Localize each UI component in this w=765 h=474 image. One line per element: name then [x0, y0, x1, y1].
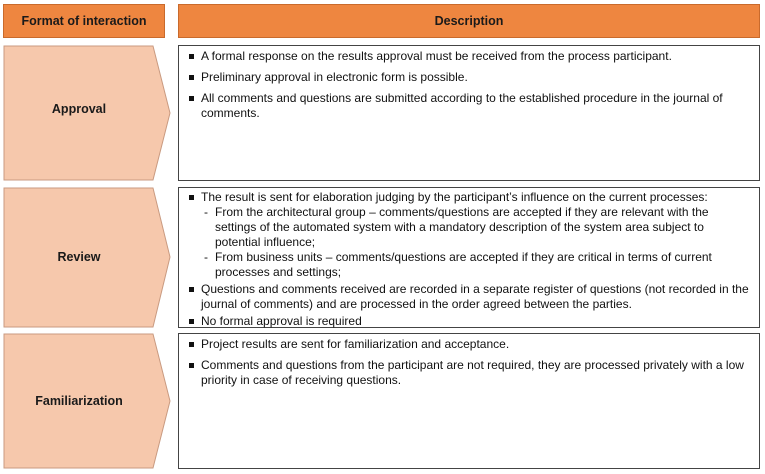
bullet-text: The result is sent for elaboration judging by the participant’s influence on the current processes: — [201, 190, 708, 204]
bullet-item — [187, 190, 751, 280]
bullet-item: All comments and questions are submitted according to the established procedure in the journal of comments. — [187, 91, 751, 121]
header-format-of-interaction: Format of interaction — [3, 4, 165, 38]
bullet-item: Project results are sent for familiarization and acceptance. — [187, 337, 751, 352]
bullet-item: Comments and questions from the participant are not required, they are processed privately with a low priority in case of receiving questions. — [187, 358, 751, 388]
bullet-item: Questions and comments received are recorded in a separate register of questions (not recorded in the journal of comments) and are processed in the order agreed between the parties. — [187, 282, 751, 312]
chevron-familiarization — [3, 333, 171, 469]
bullet-item: Preliminary approval in electronic form is possible. — [187, 70, 751, 85]
chevron-approval — [3, 45, 171, 181]
description-approval — [178, 45, 760, 181]
description-familiarization — [178, 333, 760, 469]
sub-item: - From business units – comments/questions are accepted if they are critical in terms of current processes and settings; — [201, 250, 751, 280]
chevron-review — [3, 187, 171, 328]
bullet-item: No formal approval is required — [187, 314, 751, 329]
row-label-review: Review — [57, 250, 101, 264]
sub-item: - From the architectural group – comments/questions are accepted if they are relevant with the settings of the automated system with a mandatory description of the system area subject to potential influence; — [201, 205, 751, 250]
header-description: Description — [178, 4, 760, 38]
row-label-familiarization: Familiarization — [35, 394, 123, 408]
row-label-approval: Approval — [51, 102, 107, 116]
bullet-item: A formal response on the results approval must be received from the process participant. — [187, 49, 751, 64]
description-review — [178, 187, 760, 328]
